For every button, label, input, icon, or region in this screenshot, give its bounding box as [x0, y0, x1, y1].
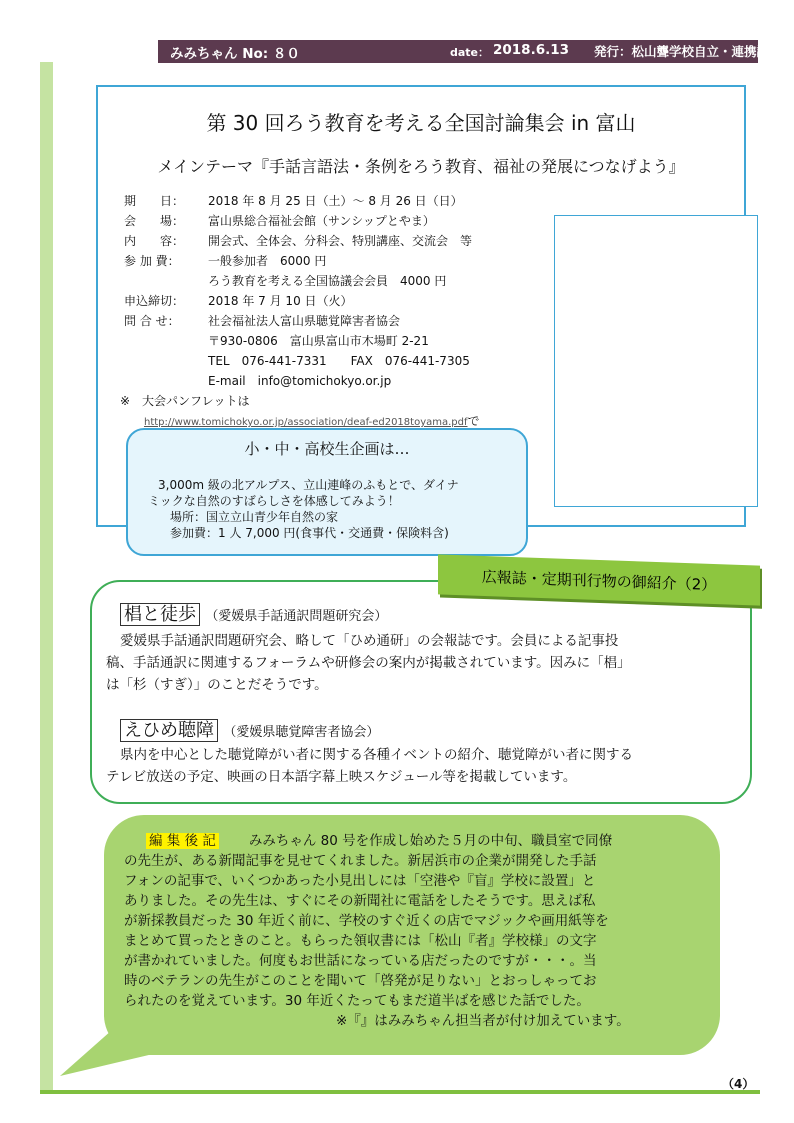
- student-body: [148, 477, 459, 541]
- editor-line: 時のベテランの先生がこのことを聞いて「啓発が足りない」とおっしゃってお: [124, 973, 597, 989]
- detail-row: [124, 251, 480, 271]
- editor-line: が新採教員だった 30 年近く前に、学校のすぐ近くの店でマジックや画用紙等を: [124, 913, 609, 929]
- detail-row: [124, 291, 480, 311]
- detail-value: ろう教育を考える全国協議会会員 4000 円: [208, 274, 447, 288]
- description-line: 県内を中心とした聴覚障がい者に関する各種イベントの紹介、聴覚障がい者に関する: [120, 747, 633, 763]
- publication-org: （愛媛県手話通訳問題研究会）: [205, 609, 388, 624]
- editor-line-text: みみちゃん 80 号を作成し始めた５月の中旬、職員室で同僚: [248, 833, 613, 849]
- detail-label: [124, 351, 208, 371]
- newsletter-title: みみちゃん No: ８０: [170, 46, 300, 62]
- page-number: （4）: [722, 1077, 755, 1091]
- description-line: 稿、手話通訳に関連するフォーラムや研修会の案内が掲載されています。因みに「椙」: [106, 655, 631, 671]
- detail-label: [124, 371, 208, 391]
- student-line: ミックな自然のすばらしさを体感してみよう！: [148, 494, 400, 508]
- editor-line: [124, 831, 704, 851]
- publications-banner: 広報誌・定期刊行物の御紹介（2）: [438, 554, 760, 605]
- event-theme: メインテーマ『手話言語法・条例をろう教育、福祉の発展につなげよう』: [157, 157, 685, 176]
- student-title: 小・中・高校生企画は…: [244, 440, 410, 458]
- description-line: 愛媛県手話通訳問題研究会、略して「ひめ通研」の会報誌です。会員による記事投: [120, 633, 619, 649]
- editors-note: [104, 815, 720, 1055]
- detail-label: 申込締切：: [124, 294, 185, 308]
- detail-row: [124, 231, 480, 251]
- detail-value: E-mail info@tomichokyo.or.jp: [208, 374, 392, 388]
- publication-item: [106, 600, 631, 696]
- detail-value: 社会福祉法人富山県聴覚障害者協会: [208, 314, 401, 328]
- detail-row: [124, 351, 480, 371]
- footer-line: [40, 1090, 760, 1094]
- detail-row: [124, 191, 480, 211]
- publication-item: [106, 716, 633, 788]
- left-accent-bar: [40, 62, 53, 1092]
- publication-heading: [120, 600, 631, 626]
- detail-row: [124, 271, 480, 291]
- publication-org: （愛媛県聴覚障害者協会）: [223, 725, 380, 740]
- editor-line: まとめて買ったときのこと。もらった領収書には「松山『者』学校様」の文字: [124, 933, 597, 949]
- publication-description: [106, 630, 631, 696]
- publisher: 発行：松山聾学校自立・連携課: [594, 44, 770, 59]
- detail-row: [124, 331, 480, 351]
- description-line: は「杉（すぎ）」のことだそうです。: [106, 677, 328, 693]
- pamphlet-link[interactable]: http://www.tomichokyo.or.jp/association/deaf-ed2018toyama.pdf: [144, 417, 468, 428]
- event-details: [120, 191, 480, 433]
- detail-value: 〒930-0806 富山県富山市木場町 2-21: [208, 334, 429, 348]
- student-line: 場所：国立立山青少年自然の家: [170, 510, 339, 524]
- student-event-callout: [126, 428, 528, 556]
- editor-line: の先生が、ある新聞記事を見せてくれました。新居浜市の企業が開発した手話: [124, 853, 597, 869]
- editor-line: が書かれていました。何度もお世話になっている店だったのですが・・・。当: [124, 953, 597, 969]
- detail-label: [124, 331, 208, 351]
- detail-value: 2018 年 8 月 25 日（土）～ 8 月 26 日（日）: [208, 194, 463, 208]
- editor-line: ありました。その先生は、すぐにその新聞社に電話をしたそうです。思えば私: [124, 893, 596, 909]
- detail-row: [124, 311, 480, 331]
- editor-note: ※『』はみみちゃん担当者が付け加えています。: [336, 1013, 630, 1029]
- editor-line: られたのを覚えています。30 年近くたってもまだ道半ばを感じた話でした。: [124, 993, 590, 1009]
- publication-name: えひめ聴障: [120, 719, 218, 742]
- editors-note-heading: 編 集 後 記: [146, 833, 219, 849]
- student-line: 3,000m 級の北アルプス、立山連峰のふもとで、ダイナ: [158, 478, 459, 492]
- image-placeholder: [554, 215, 758, 507]
- publications-section: [90, 580, 752, 804]
- student-line: 参加費：1 人 7,000 円(食事代・交通費・保険料含): [170, 526, 449, 540]
- detail-value: TEL 076-441-7331 FAX 076-441-7305: [208, 354, 470, 368]
- detail-label: 期 日：: [124, 194, 185, 208]
- header-bar: [158, 40, 770, 63]
- pamphlet-note: ※ 大会パンフレットは: [120, 394, 250, 408]
- detail-value: 富山県総合福祉会館（サンシップとやま）: [208, 214, 435, 228]
- detail-row: [124, 211, 480, 231]
- detail-label: 問 合 せ：: [124, 314, 180, 328]
- publication-name: 椙と徒歩: [120, 603, 200, 626]
- detail-value: 開会式、全体会、分科会、特別講座、交流会 等: [208, 234, 473, 248]
- issue-date: 2018.6.13: [493, 42, 570, 58]
- date-label: date：: [450, 46, 490, 59]
- description-line: テレビ放送の予定、映画の日本語字幕上映スケジュール等を掲載しています。: [106, 769, 577, 785]
- detail-label: 会 場：: [124, 214, 185, 228]
- pamphlet-suffix: で: [467, 414, 480, 428]
- publication-heading: [120, 716, 633, 742]
- publication-description: [106, 744, 633, 788]
- detail-value: 2018 年 7 月 10 日（火）: [208, 294, 353, 308]
- detail-value: 一般参加者 6000 円: [208, 254, 327, 268]
- detail-row: [124, 371, 480, 391]
- editors-note-text: [124, 831, 704, 1031]
- detail-label: 内 容：: [124, 234, 185, 248]
- event-title: 第 30 回ろう教育を考える全国討論集会 in 富山: [206, 111, 636, 135]
- detail-label: [124, 271, 208, 291]
- detail-label: 参 加 費：: [124, 254, 180, 268]
- editor-line: フォンの記事で、いくつかあった小見出しには「空港や『盲』学校に設置」と: [124, 873, 596, 889]
